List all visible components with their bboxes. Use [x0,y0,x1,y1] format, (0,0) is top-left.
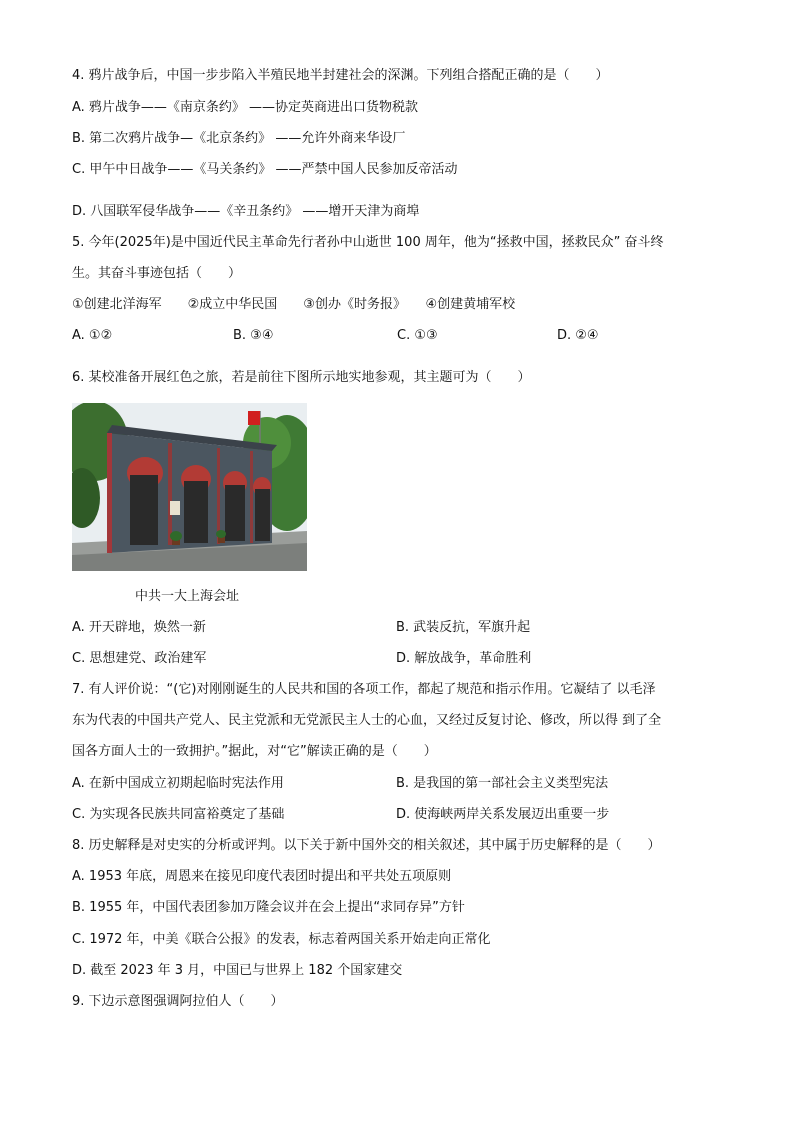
q6-option-c: C. 思想建党、政治建军 [72,651,207,666]
q8-option-b: B. 1955 年，中国代表团参加万隆会议并在会上提出“求同存异”方针 [72,900,465,915]
q5-option-c: C. ①③ [397,328,438,343]
q5-option-b: B. ③④ [233,328,274,343]
q7-option-b: B. 是我国的第一部社会主义类型宪法 [396,776,609,791]
q5-stem-line2: 生。其奋斗事迹包括（ ） [72,266,242,281]
q7-stem-line1: 7. 有人评价说：“(它)对刚刚诞生的人民共和国的各项工作，都起了规范和指示作用。它凝结了 以毛泽 [72,682,656,697]
q7-option-a: A. 在新中国成立初期起临时宪法作用 [72,776,284,791]
q4-option-d: D. 八国联军侵华战争——《辛丑条约》 ——增开天津为商埠 [72,204,420,219]
q6-option-a: A. 开天辟地，焕然一新 [72,620,206,635]
q7-option-d: D. 使海峡两岸关系发展迈出重要一步 [396,807,610,822]
site-photo [72,403,307,571]
q6-option-d: D. 解放战争，革命胜利 [396,651,532,666]
q7-stem-line2: 东为代表的中国共产党人、民主党派和无党派民主人士的心血，又经过反复讨论、修改，所以得 到了全 [72,713,662,728]
q8-option-d: D. 截至 2023 年 3 月，中国已与世界上 182 个国家建交 [72,963,403,978]
q6-option-b: B. 武装反抗，军旗升起 [396,620,531,635]
q9-stem: 9. 下边示意图强调阿拉伯人（ ） [72,994,284,1009]
q4-option-b: B. 第二次鸦片战争—《北京条约》 ——允许外商来华设厂 [72,131,406,146]
q7-stem-line3: 国各方面人士的一致拥护。”据此，对“它”解读正确的是（ ） [72,744,437,759]
q8-stem: 8. 历史解释是对史实的分析或评判。以下关于新中国外交的相关叙述，其中属于历史解释的是（ ） [72,838,661,853]
q8-option-a: A. 1953 年底，周恩来在接见印度代表团时提出和平共处五项原则 [72,869,452,884]
photo-caption: 中共一大上海会址 [135,589,240,604]
q5-option-d: D. ②④ [557,328,599,343]
q8-option-c: C. 1972 年，中美《联合公报》的发表，标志着两国关系开始走向正常化 [72,932,491,947]
q4-stem: 4. 鸦片战争后，中国一步步陷入半殖民地半封建社会的深渊。下列组合搭配正确的是（ ） [72,68,609,83]
q4-option-c: C. 甲午中日战争——《马关条约》 ——严禁中国人民参加反帝活动 [72,162,458,177]
q7-option-c: C. 为实现各民族共同富裕奠定了基础 [72,807,285,822]
q4-option-a: A. 鸦片战争——《南京条约》 ——协定英商进出口货物税款 [72,100,419,115]
q5-items: ①创建北洋海军 ②成立中华民国 ③创办《时务报》 ④创建黄埔军校 [72,297,516,312]
q5-stem-line1: 5. 今年(2025年)是中国近代民主革命先行者孙中山逝世 100 周年，他为“拯救中国，拯救民众” 奋斗终 [72,235,664,250]
q6-stem: 6. 某校准备开展红色之旅，若是前往下图所示地实地参观，其主题可为（ ） [72,370,531,385]
q5-option-a: A. ①② [72,328,113,343]
